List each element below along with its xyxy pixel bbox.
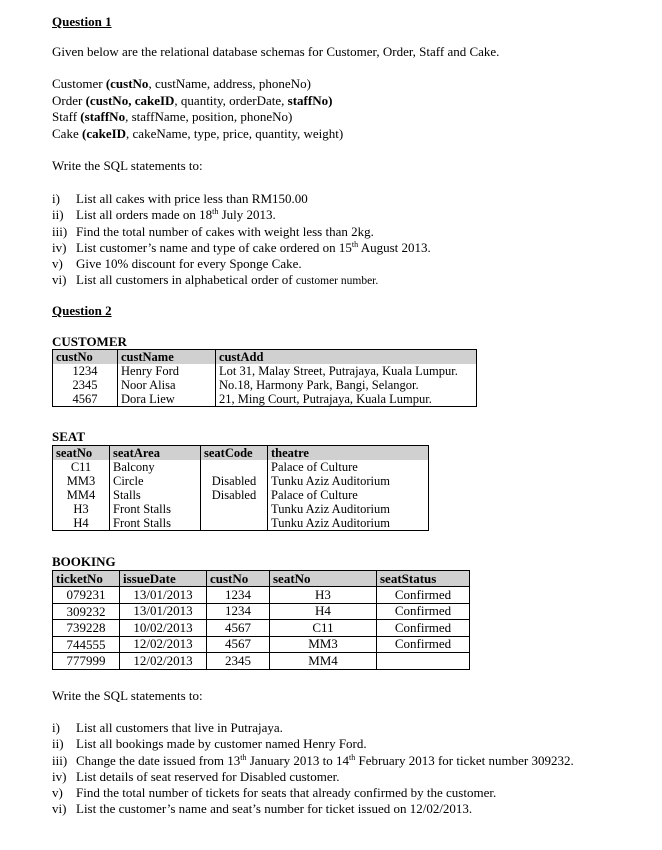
col-header: seatStatus	[377, 571, 470, 587]
cell: 2345	[53, 378, 118, 392]
cell: 4567	[207, 636, 270, 653]
table-row	[53, 364, 477, 378]
q1-prompt: Write the SQL statements to:	[52, 158, 203, 173]
col-header: custName	[118, 350, 216, 365]
cell: 12/02/2013	[120, 653, 207, 670]
cell: 739228	[53, 620, 120, 637]
cell: Front Stalls	[110, 502, 201, 516]
cell: C11	[53, 460, 110, 474]
col-header: seatArea	[110, 446, 201, 461]
cell: 777999	[53, 653, 120, 670]
q2-question-list	[52, 720, 574, 818]
cell	[377, 653, 470, 670]
table-row	[53, 488, 429, 502]
cell: H3	[53, 502, 110, 516]
cell: Tunku Aziz Auditorium	[268, 502, 429, 516]
booking-table-title: BOOKING	[52, 554, 116, 569]
schema-cake: Cake (cakeID, cakeName, type, price, quantity, weight)	[52, 125, 344, 141]
cell: Tunku Aziz Auditorium	[268, 516, 429, 531]
cell: Tunku Aziz Auditorium	[268, 474, 429, 488]
cell: Circle	[110, 474, 201, 488]
cell: Disabled	[201, 474, 268, 488]
table-row	[53, 392, 477, 407]
cell: 744555	[53, 636, 120, 653]
cell: Dora Liew	[118, 392, 216, 407]
q2-item: v) Find the total number of tickets for seats that already confirmed by the customer.	[52, 785, 497, 801]
schema-order: Order (custNo, cakeID, quantity, orderDate, staffNo)	[52, 92, 333, 108]
col-header: custNo	[207, 571, 270, 587]
q1-schemas	[52, 76, 343, 142]
cell: 1234	[53, 364, 118, 378]
q1-item: vi) List all customers in alphabetical order of customer number.	[52, 272, 379, 288]
cell: Palace of Culture	[268, 488, 429, 502]
table-row	[53, 603, 470, 620]
q1-intro: Given below are the relational database schemas for Customer, Order, Staff and Cake.	[52, 44, 500, 59]
cell: 4567	[53, 392, 118, 407]
col-header: seatNo	[53, 446, 110, 461]
cell: H4	[270, 603, 377, 620]
cell: 21, Ming Court, Putrajaya, Kuala Lumpur.	[216, 392, 477, 407]
table-row	[53, 474, 429, 488]
cell: C11	[270, 620, 377, 637]
q2-item: i) List all customers that live in Putrajaya.	[52, 720, 283, 735]
q1-heading: Question 1	[52, 14, 112, 29]
cell: 4567	[207, 620, 270, 637]
col-header: custAdd	[216, 350, 477, 365]
table-row	[53, 502, 429, 516]
col-header: seatNo	[270, 571, 377, 587]
cell: No.18, Harmony Park, Bangi, Selangor.	[216, 378, 477, 392]
cell: 10/02/2013	[120, 620, 207, 637]
q1-question-list	[52, 191, 431, 290]
q1-item: v) Give 10% discount for every Sponge Cake.	[52, 256, 302, 272]
q1-item: ii) List all orders made on 18th July 2013.	[52, 207, 276, 223]
cell: MM4	[270, 653, 377, 670]
col-header: issueDate	[120, 571, 207, 587]
cell: 13/01/2013	[120, 587, 207, 604]
cell: Lot 31, Malay Street, Putrajaya, Kuala Lumpur.	[216, 364, 477, 378]
q2-item: vi) List the customer’s name and seat’s number for ticket issued on 12/02/2013.	[52, 801, 473, 817]
cell: MM4	[53, 488, 110, 502]
cell: 12/02/2013	[120, 636, 207, 653]
q2-item: iv) List details of seat reserved for Disabled customer.	[52, 768, 340, 784]
cell: 13/01/2013	[120, 603, 207, 620]
table-row	[53, 378, 477, 392]
cell: Balcony	[110, 460, 201, 474]
seat-table	[52, 445, 429, 531]
cell: Confirmed	[377, 587, 470, 604]
cell: 309232	[53, 603, 120, 620]
cell: 1234	[207, 603, 270, 620]
customer-table-title: CUSTOMER	[52, 334, 127, 349]
customer-table	[52, 349, 477, 407]
seat-table-title: SEAT	[52, 429, 85, 444]
col-header: ticketNo	[53, 571, 120, 587]
col-header: theatre	[268, 446, 429, 461]
table-row	[53, 587, 470, 604]
table-header-row	[53, 446, 429, 461]
cell: 2345	[207, 653, 270, 670]
cell: Confirmed	[377, 603, 470, 620]
schema-customer: Customer (custNo, custName, address, phoneNo)	[52, 76, 311, 91]
table-row	[53, 516, 429, 531]
table-row	[53, 460, 429, 474]
cell: H4	[53, 516, 110, 531]
cell	[201, 460, 268, 474]
q1-item: i) List all cakes with price less than RM150.00	[52, 191, 308, 206]
cell: Stalls	[110, 488, 201, 502]
cell: Confirmed	[377, 636, 470, 653]
cell: Disabled	[201, 488, 268, 502]
table-row	[53, 653, 470, 670]
schema-staff: Staff (staffNo, staffName, position, phoneNo)	[52, 109, 293, 124]
col-header: seatCode	[201, 446, 268, 461]
cell: Confirmed	[377, 620, 470, 637]
cell	[201, 502, 268, 516]
cell: MM3	[270, 636, 377, 653]
q2-prompt: Write the SQL statements to:	[52, 688, 203, 703]
table-header-row	[53, 350, 477, 365]
cell: Henry Ford	[118, 364, 216, 378]
q2-heading: Question 2	[52, 303, 112, 318]
cell: 079231	[53, 587, 120, 604]
table-row	[53, 636, 470, 653]
q1-item: iii) Find the total number of cakes with weight less than 2kg.	[52, 223, 374, 239]
booking-table	[52, 570, 470, 670]
table-row	[53, 620, 470, 637]
cell: Front Stalls	[110, 516, 201, 531]
cell: H3	[270, 587, 377, 604]
table-header-row	[53, 571, 470, 587]
q2-item: iii) Change the date issued from 13th January 2013 to 14th February 2013 for ticket number 309232.	[52, 752, 574, 768]
cell: Palace of Culture	[268, 460, 429, 474]
q2-item: ii) List all bookings made by customer named Henry Ford.	[52, 736, 367, 752]
cell: Noor Alisa	[118, 378, 216, 392]
col-header: custNo	[53, 350, 118, 365]
cell: 1234	[207, 587, 270, 604]
cell: MM3	[53, 474, 110, 488]
q1-item: iv) List customer’s name and type of cake ordered on 15th August 2013.	[52, 239, 431, 255]
cell	[201, 516, 268, 531]
